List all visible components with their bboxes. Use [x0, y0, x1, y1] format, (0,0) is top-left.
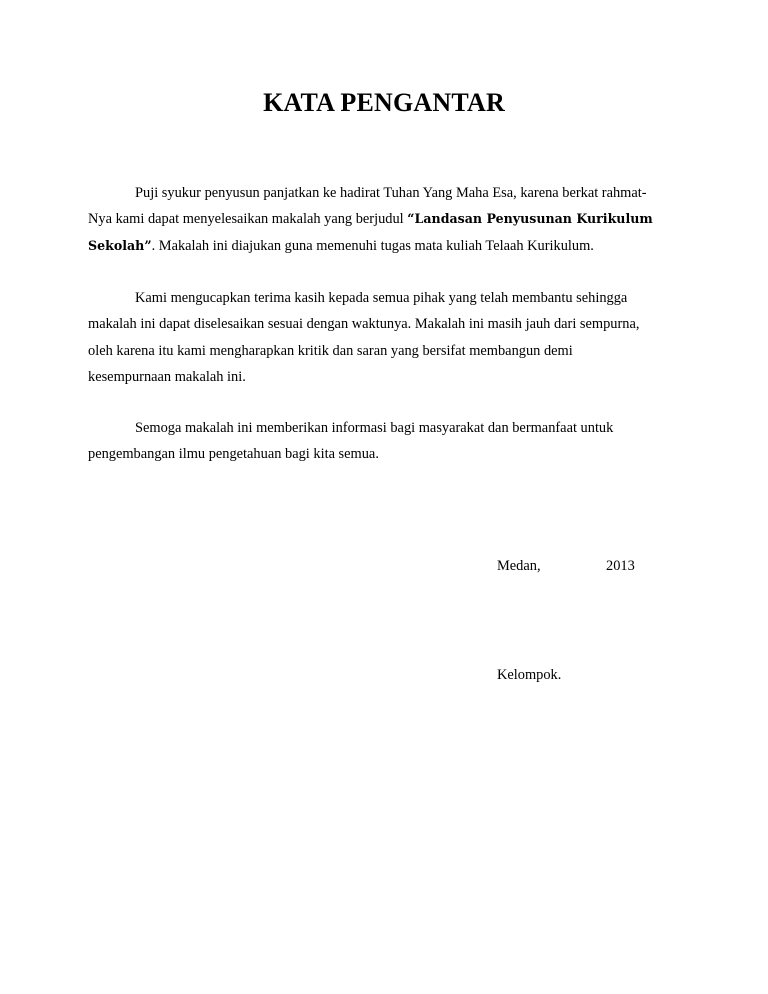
makalah-title-emphasis: “Landasan Penyusunan Kurikulum — [407, 211, 653, 227]
paragraph-line: pengembangan ilmu pengetahuan bagi kita semua. — [88, 446, 379, 463]
paragraph-line: kesempurnaan makalah ini. — [88, 368, 246, 385]
paragraph-thanks — [88, 285, 688, 390]
paragraph-intro — [88, 180, 688, 259]
paragraph-line: Puji syukur penyusun panjatkan ke hadirat Tuhan Yang Maha Esa, karena berkat rahmat- — [135, 185, 647, 201]
paragraph-text: . Makalah ini diajukan guna memenuhi tugas mata kuliah Telaah Kurikulum. — [151, 237, 594, 254]
closing-place: Medan, — [497, 558, 541, 574]
paragraph-text: Nya kami dapat menyelesaikan makalah yang berjudul — [88, 211, 408, 228]
paragraph-line: makalah ini dapat diselesaikan sesuai dengan waktunya. Makalah ini masih jauh dari sempurna, — [88, 316, 640, 333]
makalah-title-emphasis: Sekolah” — [88, 237, 152, 253]
closing-signature: Kelompok. — [497, 667, 562, 683]
closing-year: 2013 — [606, 558, 635, 574]
paragraph-line: Kami mengucapkan terima kasih kepada semua pihak yang telah membantu sehingga — [135, 290, 628, 306]
page-title: KATA PENGANTAR — [263, 88, 505, 117]
paragraph-line — [88, 206, 688, 232]
paragraph-line — [88, 233, 688, 259]
paragraph-line: oleh karena itu kami mengharapkan kritik dan saran yang bersifat membangun demi — [88, 342, 573, 359]
paragraph-hope — [88, 415, 688, 468]
paragraph-line: Semoga makalah ini memberikan informasi bagi masyarakat dan bermanfaat untuk — [135, 420, 614, 436]
